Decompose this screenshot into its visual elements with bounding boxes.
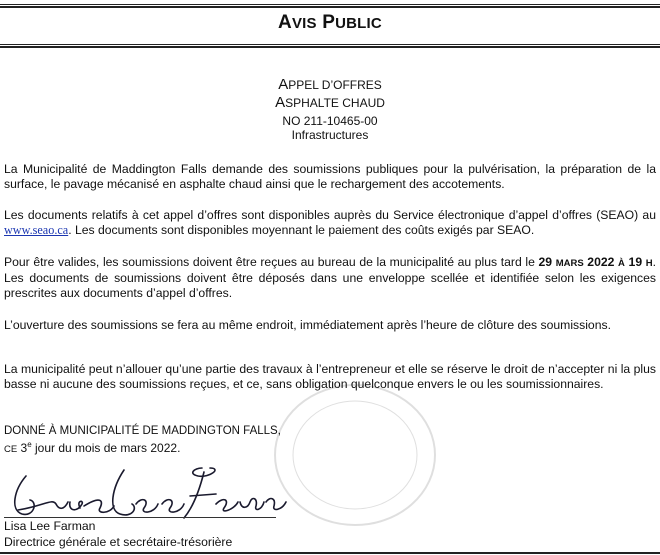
notice-title-line1: APPEL D’OFFRES: [278, 76, 382, 93]
paragraph-reservation: La municipalité peut n’allouer qu’une partie des travaux à l’entrepreneur et elle se réserve le droit de n’accepter ni la plus basse ni aucune des soumissions reçues, et ce, sans obligation quelconque envers le ou les soumissionnaires.: [4, 362, 656, 391]
handwritten-signature: [4, 460, 294, 524]
notice-title-line2: ASPHALTE CHAUD: [275, 94, 385, 111]
top-rule-thin: [0, 4, 660, 5]
seal-watermark: [270, 380, 440, 530]
deadline-date: 29 MARS 2022 À 19 H: [538, 255, 653, 269]
given-date-line: CE 3e jour du mois de mars 2022.: [4, 440, 181, 455]
header-rule-thick: [0, 46, 660, 48]
notice-department: Infrastructures: [291, 128, 369, 142]
paragraph-documents: Les documents relatifs à cet appel d’offres sont disponibles auprès du Service électronique d’appel d’offres (SEAO) au www.seao.ca. Les documents sont disponibles moyennant le paiement des coûts exigés par SEAO.: [4, 208, 656, 237]
signature-line: [4, 517, 276, 518]
paragraph-opening: L’ouverture des soumissions se fera au même endroit, immédiatement après l’heure de clôture des soumissions.: [4, 318, 611, 332]
page-title: AVIS PUBLIC: [278, 12, 382, 33]
paragraph-deadline: Pour être valides, les soumissions doivent être reçues au bureau de la municipalité au plus tard le 29 MARS 2022 À 19 H. Les documents de soumissions doivent être déposés dans une enveloppe scellée et identifiée selon les exigences prescrites aux documents d’appel d’offres.: [4, 255, 656, 300]
signer-name: Lisa Lee Farman: [4, 519, 96, 533]
header-rule-thin: [0, 44, 660, 45]
given-at-line: DONNÉ À MUNICIPALITÉ DE MADDINGTON FALLS,: [4, 425, 281, 437]
seao-link[interactable]: www.seao.ca: [4, 223, 69, 237]
signer-title: Directrice générale et secrétaire-trésorière: [4, 535, 233, 549]
top-rule-thick: [0, 6, 660, 8]
bottom-rule: [0, 552, 660, 554]
notice-number: NO 211-10465-00: [282, 114, 378, 128]
paragraph-call-for-tenders: La Municipalité de Maddington Falls demande des soumissions publiques pour la pulvérisation, la préparation de la surface, le pavage mécanisé en asphalte chaud ainsi que le rechargement des accotements.: [4, 162, 656, 191]
